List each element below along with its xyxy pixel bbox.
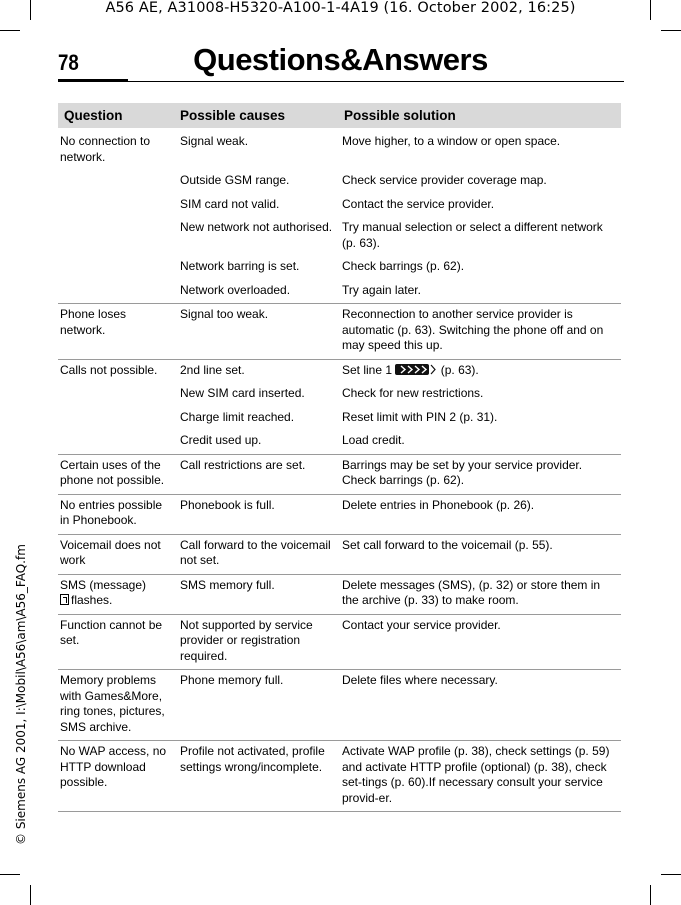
cause-cell: Not supported by service provider or registration required. <box>174 614 338 670</box>
solution-cell: Barrings may be set by your service provider. Check barrings (p. 62). <box>338 454 621 494</box>
solution-cell: Check service provider coverage map. <box>342 173 547 187</box>
sms-envelope-icon <box>60 594 69 605</box>
solution-cell: Delete files where necessary. <box>338 670 621 741</box>
solution-cell: Reset limit with PIN 2 (p. 31). <box>342 409 498 424</box>
cause-cell: Signal too weak. <box>174 304 338 360</box>
table-row <box>58 217 621 256</box>
question-cell: Memory problems with Games&More, ring tones, pictures, SMS archive. <box>58 670 174 741</box>
question-cell: Voicemail does not work <box>58 534 174 574</box>
table-row <box>58 407 621 431</box>
question-cell <box>58 430 174 454</box>
cause-cell: Outside GSM range. <box>180 173 290 187</box>
solution-cell: Delete entries in Phonebook (p. 26). <box>338 494 621 534</box>
cause-cell: Network overloaded. <box>174 280 338 304</box>
solution-cell: Delete messages (SMS), (p. 32) or store them in the archive (p. 33) to make room. <box>338 574 621 614</box>
cause-cell: Signal weak. <box>180 134 249 148</box>
question-cell <box>58 170 174 194</box>
question-cell <box>58 256 174 280</box>
page-title: Questions&Answers <box>193 42 488 77</box>
table-row <box>58 383 621 407</box>
cause-cell: Call forward to the voicemail not set. <box>174 534 338 574</box>
crop-mark <box>30 885 31 905</box>
cause-cell: Profile not activated, profile settings wrong/incomplete. <box>174 741 338 812</box>
table-row <box>58 256 621 280</box>
scroll-key-icon <box>395 364 437 375</box>
table-row <box>58 534 621 574</box>
cause-cell: SMS memory full. <box>174 574 338 614</box>
cause-cell: Call restrictions are set. <box>174 454 338 494</box>
table-row <box>58 304 621 360</box>
question-cell <box>58 280 174 304</box>
table-row <box>58 194 621 218</box>
solution-cell: Load credit. <box>338 430 621 454</box>
solution-cell: Activate WAP profile (p. 38), check settings (p. 59) and activate HTTP profile (optional) (p. 38), check set-tings (p. 60).If necessary consult your service provid-er. <box>338 741 621 812</box>
question-cell <box>58 574 174 614</box>
cause-cell: New SIM card inserted. <box>180 386 305 400</box>
column-header: Possible causes <box>174 103 338 128</box>
solution-cell: Set call forward to the voicemail (p. 55). <box>338 534 621 574</box>
page-number: 78 <box>58 50 79 75</box>
question-cell: Calls not possible. <box>60 362 158 377</box>
cause-cell: Phone memory full. <box>174 670 338 741</box>
table-row <box>58 359 621 383</box>
solution-cell: Check for new restrictions. <box>342 386 484 400</box>
column-header: Question <box>58 103 174 128</box>
solution-cell: Reconnection to another service provider is automatic (p. 63). Switching the phone off and on may speed this up. <box>338 304 621 360</box>
solution-cell: Move higher, to a window or open space. <box>342 134 561 148</box>
question-text: SMS (message) <box>60 577 147 592</box>
question-cell: No connection to network. <box>60 134 151 164</box>
document-meta-header: A56 AE, A31008-H5320-A100-1-4A19 (16. October 2002, 16:25) <box>105 0 576 16</box>
question-cell: Certain uses of the phone not possible. <box>58 454 174 494</box>
solution-text: Set line 1 <box>342 362 393 377</box>
table-row <box>58 614 621 670</box>
table-row <box>58 454 621 494</box>
solution-cell: Contact your service provider. <box>338 614 621 670</box>
column-header: Possible solution <box>338 103 621 128</box>
cause-cell: SIM card not valid. <box>180 196 280 211</box>
solution-cell: Check barrings (p. 62). <box>342 259 465 273</box>
table-row <box>58 280 621 304</box>
crop-mark <box>0 874 20 875</box>
solution-cell: Try manual selection or select a different network (p. 63). <box>342 220 603 250</box>
table-row <box>58 494 621 534</box>
table-row <box>58 574 621 614</box>
table-row <box>58 170 621 194</box>
qa-table <box>58 103 621 812</box>
solution-cell <box>338 359 621 383</box>
table-row <box>58 670 621 741</box>
question-cell: Function cannot be set. <box>58 614 174 670</box>
crop-mark <box>650 885 651 905</box>
question-cell: No WAP access, no HTTP download possible. <box>58 741 174 812</box>
question-cell <box>58 217 174 256</box>
table-row <box>58 128 621 170</box>
question-cell: No entries possible in Phonebook. <box>58 494 174 534</box>
cause-cell: Charge limit reached. <box>180 409 295 424</box>
question-cell: Phone loses network. <box>58 304 174 360</box>
cause-cell: Phonebook is full. <box>174 494 338 534</box>
solution-text: (p. 63). <box>440 362 479 377</box>
solution-cell: Contact the service provider. <box>342 196 495 211</box>
question-cell <box>58 407 174 431</box>
question-cell <box>58 194 174 218</box>
question-cell <box>58 383 174 407</box>
question-text: flashes. <box>71 593 113 607</box>
table-header-row <box>58 103 621 128</box>
cause-cell: 2nd line set. <box>180 362 245 377</box>
side-file-path: © Siemens AG 2001, I:\Mobil\A56\am\A56_FAQ.fm <box>14 544 28 845</box>
cause-cell: Network barring is set. <box>180 259 300 273</box>
crop-mark <box>0 30 20 31</box>
cause-cell: New network not authorised. <box>180 220 333 234</box>
table-row <box>58 741 621 812</box>
crop-mark <box>661 30 681 31</box>
table-row <box>58 430 621 454</box>
cause-cell: Credit used up. <box>174 430 338 454</box>
crop-mark <box>661 874 681 875</box>
solution-cell: Try again later. <box>338 280 621 304</box>
title-rule <box>58 81 624 82</box>
